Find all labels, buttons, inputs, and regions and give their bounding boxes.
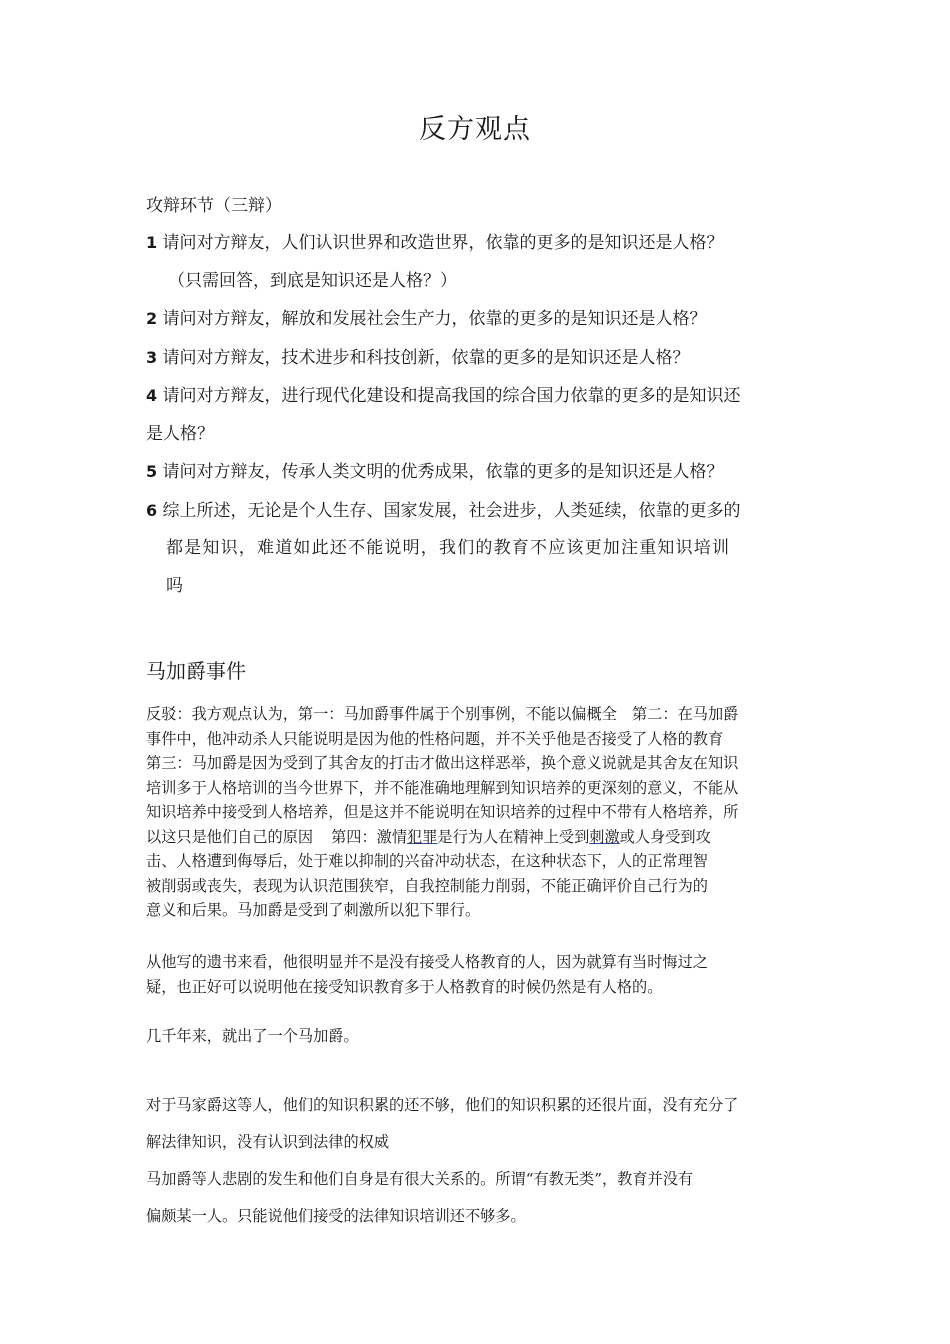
cross-exam-heading: 攻辩环节（三辩） <box>146 196 282 216</box>
question-3: 3 请问对方辩友，技术进步和科技创新，依靠的更多的是知识还是人格？ <box>146 347 690 368</box>
document-title: 反方观点 <box>419 114 531 145</box>
thousand-years-paragraph: 几千年来，就出了一个马加爵。 <box>146 1027 359 1045</box>
question-1: 1 请问对方辩友，人们认识世界和改造世界，依靠的更多的是知识还是人格？ <box>146 233 724 253</box>
question-4: 4 请问对方辩友，进行现代化建设和提高我国的综合国力依靠的更多的是知识还 <box>146 386 741 406</box>
question-4-continued: 是人格？ <box>146 423 214 444</box>
question-number: 1 <box>146 233 158 252</box>
hyperlink-stimulus[interactable]: 刺激 <box>589 827 620 846</box>
cross-exam-section <box>146 188 808 605</box>
question-number: 2 <box>146 309 158 328</box>
knowledge-paragraph: 对于马家爵这等人，他们的知识积累的还不够，他们的知识积累的还很片面，没有充分了 解法律知识，没有认识到法律的权威 <box>146 1096 739 1151</box>
question-6-line-2: 都是知识，难道如此还不能说明，我们的教育不应该更加注重知识培训 <box>166 538 731 558</box>
question-number: 4 <box>146 386 158 405</box>
will-paragraph: 从他写的遗书来看，他很明显并不是没有接受人格教育的人，因为就算有当时悔过之 疑，也正好可以说明他在接受知识教育多于人格教育的时候仍然是有人格的。 <box>146 953 708 996</box>
majiajue-section <box>146 656 808 686</box>
question-6: 6 综上所述，无论是个人生存、国家发展，社会进步，人类延续，依靠的更多的 <box>146 500 741 521</box>
question-1-note: （只需回答，到底是知识还是人格？） <box>168 270 457 291</box>
hyperlink-crime[interactable]: 犯罪 <box>407 827 438 846</box>
rebuttal-paragraph: 反驳：我方观点认为，第一：马加爵事件属于个别事例，不能以偏概全 第二：在马加爵 事件中，他冲动杀人只能说明是因为他的性格问题，并不关乎他是否接受了人格的教育 第三：马加爵是因为受到了其舍友的打击才做出这样恶举，换个意义说就是其舍友在知识 培训多于人格培训的当今世界下，并不能准确地理解到知识培养的更深刻的意义，不能从 知识培养中接受到人格培养，但是这并不能说明在知识培养的过程中不带有人格培养，所 以这只是他们自己的原因 第四：激情犯罪是行为人在精神上受到刺激或人身受到攻 击、人格遭到侮辱后，处于难以抑制的兴奋冲动状态，在这种状态下，人的正常理智 被削弱或丧失，表现为认识范围狭窄，自我控制能力削弱，不能正确评价自己行为的 意义和后果。马加爵是受到了刺激所以犯下罪行。 <box>146 705 739 919</box>
tragedy-paragraph: 马加爵等人悲剧的发生和他们自身是有很大关系的。所谓“有教无类”，教育并没有 偏颇某一人。只能说他们接受的法律知识培训还不够多。 <box>146 1170 694 1225</box>
section-heading: 马加爵事件 <box>146 659 246 683</box>
question-5: 5 请问对方辩友，传承人类文明的优秀成果，依靠的更多的是知识还是人格？ <box>146 462 724 482</box>
question-number: 5 <box>146 462 158 481</box>
question-2: 2 请问对方辩友，解放和发展社会生产力，依靠的更多的是知识还是人格？ <box>146 309 707 329</box>
question-number: 3 <box>146 347 158 367</box>
question-6-line-3: 吗 <box>166 575 183 596</box>
question-number: 6 <box>146 500 158 520</box>
